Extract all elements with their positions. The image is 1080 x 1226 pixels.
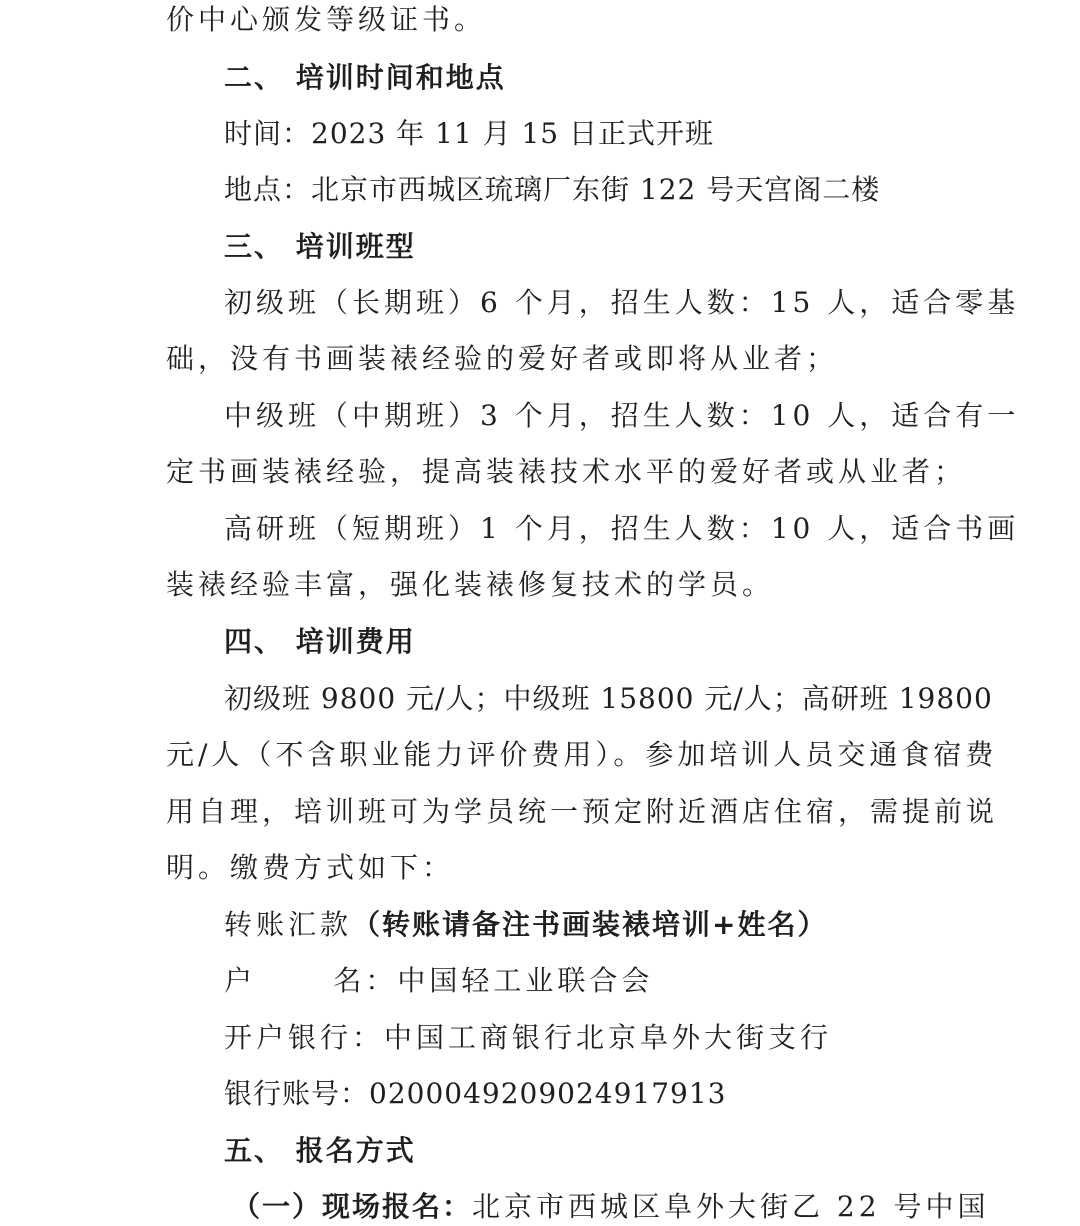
paragraph-line: 高研班（短期班）1 个月，招生人数：10 人，适合书画 xyxy=(224,512,1020,545)
paragraph-line: 础，没有书画装裱经验的爱好者或即将从业者； xyxy=(166,342,839,375)
transfer-line xyxy=(224,907,827,943)
paragraph-line: 初级班 9800 元/人；中级班 15800 元/人；高研班 19800 xyxy=(224,682,993,715)
account-name: 户 名：中国轻工业联合会 xyxy=(224,964,654,997)
section-heading-class-types: 三、 培训班型 xyxy=(224,230,416,263)
paragraph-line: 初级班（长期班）6 个月，招生人数：15 人，适合零基 xyxy=(224,286,1020,319)
training-place: 地点：北京市西城区琉璃厂东街 122 号天宫阁二楼 xyxy=(224,173,881,206)
registration-label: （一）现场报名： xyxy=(232,1190,473,1223)
paragraph-line: 用自理，培训班可为学员统一预定附近酒店住宿，需提前说 xyxy=(166,795,999,828)
paragraph-line: 定书画装裱经验，提高装裱技术水平的爱好者或从业者； xyxy=(166,455,967,488)
section-heading-fees: 四、 培训费用 xyxy=(224,625,416,658)
section-heading-registration: 五、 报名方式 xyxy=(224,1134,416,1167)
paragraph-line: 价中心颁发等级证书。 xyxy=(166,3,487,36)
transfer-note: （转账请备注书画装裱培训+姓名） xyxy=(352,908,828,941)
paragraph-line: 元/人（不含职业能力评价费用）。参加培训人员交通食宿费 xyxy=(166,738,998,771)
paragraph-line: 中级班（中期班）3 个月，招生人数：10 人，适合有一 xyxy=(224,399,1020,432)
paragraph-line: 明。缴费方式如下： xyxy=(166,851,455,884)
transfer-label: 转账汇款 xyxy=(224,908,353,941)
bank-name: 开户银行：中国工商银行北京阜外大街支行 xyxy=(224,1021,833,1054)
training-time: 时间：2023 年 11 月 15 日正式开班 xyxy=(224,117,715,150)
registration-line xyxy=(232,1189,989,1225)
account-number: 银行账号：0200049209024917913 xyxy=(224,1077,727,1110)
registration-text: 北京市西城区阜外大街乙 22 号中国 xyxy=(472,1190,990,1223)
section-heading-time-place: 二、 培训时间和地点 xyxy=(224,61,506,94)
paragraph-line: 装裱经验丰富，强化装裱修复技术的学员。 xyxy=(166,568,775,601)
